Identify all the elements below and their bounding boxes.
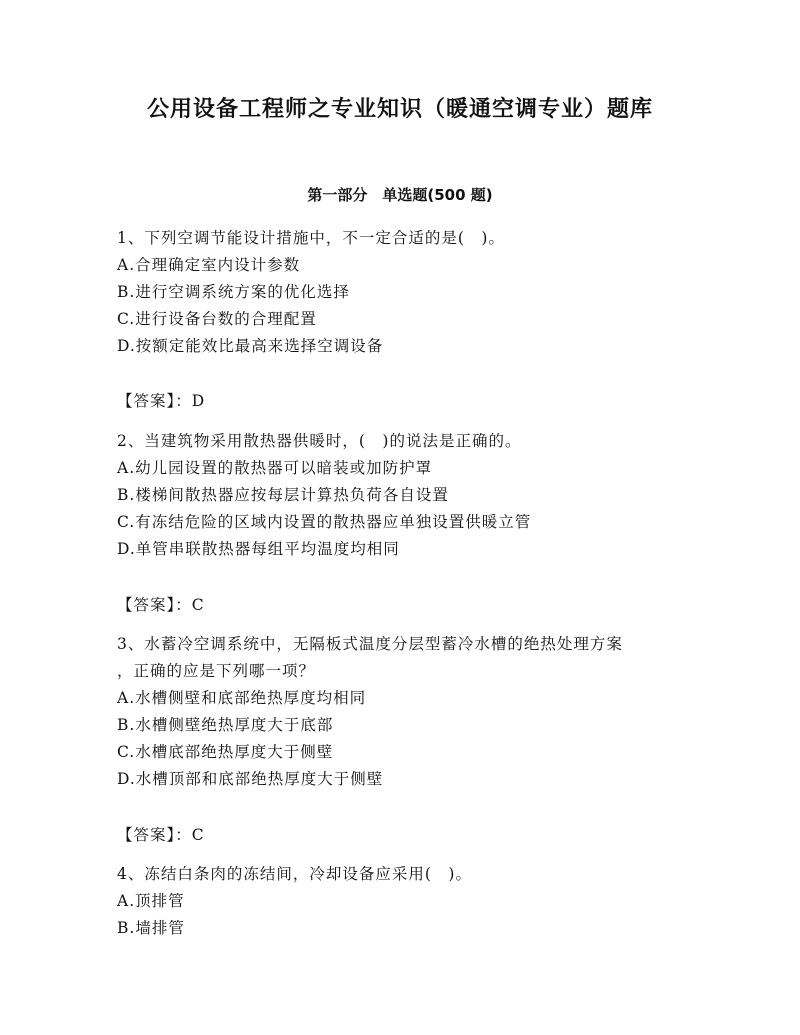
question-1-option-c: C.进行设备台数的合理配置 (117, 310, 317, 328)
question-2-option-d: D.单管串联散热器每组平均温度均相同 (117, 540, 400, 558)
question-1-answer: 【答案】：D (117, 392, 206, 410)
question-2-answer: 【答案】：C (117, 596, 205, 614)
question-4-option-b: B.墙排管 (117, 919, 185, 937)
question-3-option-c: C.水槽底部绝热厚度大于侧壁 (117, 743, 334, 761)
question-4-option-a: A.顶排管 (117, 892, 185, 910)
question-3-option-a: A.水槽侧壁和底部绝热厚度均相同 (117, 689, 367, 707)
question-1-stem: 1、下列空调节能设计措施中，不一定合适的是( )。 (117, 229, 505, 247)
question-1-option-b: B.进行空调系统方案的优化选择 (117, 283, 350, 301)
question-2-option-a: A.幼儿园设置的散热器可以暗装或加防护罩 (117, 459, 433, 477)
question-2-stem: 2、当建筑物采用散热器供暖时，( )的说法是正确的。 (117, 432, 522, 450)
question-3-stem-continued: ，正确的应是下列哪一项？ (117, 662, 316, 680)
question-2-option-b: B.楼梯间散热器应按每层计算热负荷各自设置 (117, 486, 449, 504)
question-3-stem: 3、水蓄冷空调系统中，无隔板式温度分层型蓄冷水槽的绝热处理方案 (117, 635, 623, 653)
question-3-option-d: D.水槽顶部和底部绝热厚度大于侧壁 (117, 770, 384, 788)
question-1-option-d: D.按额定能效比最高来选择空调设备 (117, 337, 384, 355)
question-2-option-c: C.有冻结危险的区域内设置的散热器应单独设置供暖立管 (117, 513, 532, 531)
question-1-option-a: A.合理确定室内设计参数 (117, 256, 301, 274)
question-4-stem: 4、冻结白条肉的冻结间，冷却设备应采用( )。 (117, 865, 472, 883)
document-title: 公用设备工程师之专业知识（暖通空调专业）题库 (146, 96, 653, 122)
question-3-answer: 【答案】：C (117, 826, 205, 844)
section-heading: 第一部分 单选题(500 题) (307, 186, 493, 204)
question-3-option-b: B.水槽侧壁绝热厚度大于底部 (117, 716, 334, 734)
